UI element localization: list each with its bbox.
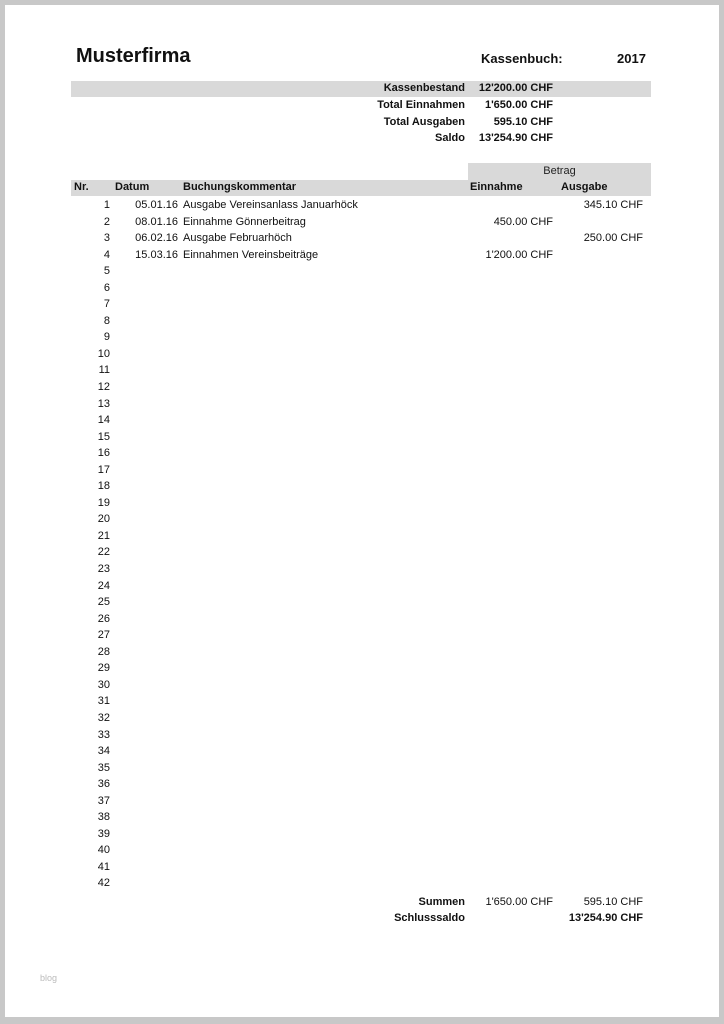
table-row [71, 628, 651, 645]
table-row [71, 281, 651, 298]
table-row [71, 314, 651, 331]
summary-row-total-income [71, 98, 651, 114]
table-row [71, 231, 651, 248]
summary-row-total-expense [71, 115, 651, 131]
row-nr: 8 [103, 314, 110, 327]
company-name: Musterfirma [76, 45, 191, 67]
ledger-rows [71, 198, 651, 893]
row-nr: 40 [97, 844, 110, 857]
table-row [71, 728, 651, 745]
table-row [71, 860, 651, 877]
summary-value: 13'254.90 CHF [478, 132, 553, 144]
final-balance-row [71, 911, 651, 927]
row-nr: 17 [97, 463, 110, 476]
table-row [71, 810, 651, 827]
table-row [71, 876, 651, 893]
row-nr: 1 [103, 199, 110, 211]
row-nr: 14 [97, 414, 110, 427]
row-nr: 18 [97, 480, 110, 493]
row-nr: 24 [97, 579, 110, 592]
table-row [71, 562, 651, 579]
summary-value: 1'650.00 CHF [484, 99, 553, 111]
summary-row-cash-balance [71, 81, 651, 97]
row-income: 450.00 CHF [493, 215, 553, 228]
row-nr: 10 [97, 347, 110, 360]
table-row [71, 794, 651, 811]
table-row [71, 529, 651, 546]
document-page [5, 5, 719, 1017]
watermark: blog [40, 973, 58, 983]
table-row [71, 347, 651, 364]
table-row [71, 198, 651, 215]
table-row [71, 694, 651, 711]
header-income: Einnahme [470, 181, 523, 193]
summary-label: Total Ausgaben [383, 116, 465, 128]
table-row [71, 661, 651, 678]
summary-label: Saldo [435, 132, 465, 144]
summary-row-saldo [71, 131, 651, 147]
row-nr: 41 [97, 860, 110, 873]
table-row [71, 380, 651, 397]
row-income: 1'200.00 CHF [485, 248, 553, 261]
sums-label: Summen [418, 896, 465, 908]
table-header [71, 180, 651, 196]
table-row [71, 711, 651, 728]
row-nr: 26 [97, 612, 110, 625]
row-nr: 20 [97, 513, 110, 526]
row-nr: 30 [97, 678, 110, 691]
row-comment: Ausgabe Vereinsanlass Januarhöck [183, 199, 358, 211]
row-nr: 12 [97, 381, 110, 394]
row-nr: 39 [97, 827, 110, 840]
table-row [71, 678, 651, 695]
row-comment: Ausgabe Februarhöch [183, 232, 292, 245]
final-balance-label: Schlusssaldo [394, 912, 465, 924]
cashbook-year: 2017 [617, 51, 646, 66]
table-row [71, 479, 651, 496]
summary-value: 12'200.00 CHF [478, 82, 553, 94]
row-nr: 22 [97, 546, 110, 559]
row-expense: 345.10 CHF [583, 199, 643, 211]
header-date: Datum [115, 181, 150, 193]
row-nr: 19 [97, 496, 110, 509]
table-row [71, 463, 651, 480]
row-nr: 33 [97, 728, 110, 741]
table-row [71, 430, 651, 447]
row-comment: Einnahmen Vereinsbeiträge [183, 248, 319, 261]
header-comment: Buchungskommentar [183, 181, 297, 193]
table-row [71, 595, 651, 612]
row-nr: 16 [97, 447, 110, 460]
row-nr: 15 [97, 430, 110, 443]
sums-expense: 595.10 CHF [583, 896, 643, 908]
row-nr: 7 [103, 298, 110, 311]
table-row [71, 777, 651, 794]
row-nr: 11 [98, 364, 110, 377]
table-row [71, 545, 651, 562]
table-row [71, 579, 651, 596]
row-nr: 42 [97, 877, 110, 890]
row-nr: 28 [97, 645, 110, 658]
row-date: 15.03.16 [135, 248, 178, 261]
row-nr: 31 [97, 695, 110, 708]
row-nr: 36 [97, 778, 110, 791]
table-row [71, 496, 651, 513]
table-row [71, 397, 651, 414]
table-row [71, 264, 651, 281]
row-nr: 25 [97, 596, 110, 609]
row-nr: 35 [97, 761, 110, 774]
row-nr: 34 [97, 745, 110, 758]
row-nr: 38 [97, 811, 110, 824]
row-nr: 37 [97, 794, 110, 807]
amount-group-header: Betrag [468, 163, 651, 180]
row-nr: 13 [97, 397, 110, 410]
table-row [71, 363, 651, 380]
summary-label: Kassenbestand [383, 82, 465, 94]
header-expense: Ausgabe [561, 181, 608, 193]
row-nr: 5 [103, 265, 110, 278]
table-row [71, 512, 651, 529]
row-expense: 250.00 CHF [583, 232, 643, 245]
summary-label: Total Einnahmen [377, 99, 465, 111]
row-nr: 23 [97, 563, 110, 576]
row-nr: 2 [103, 215, 110, 228]
summary-value: 595.10 CHF [493, 116, 553, 128]
table-row [71, 330, 651, 347]
table-row [71, 248, 651, 265]
row-nr: 6 [103, 281, 110, 294]
header-nr: Nr. [74, 181, 89, 193]
table-row [71, 843, 651, 860]
table-row [71, 297, 651, 314]
row-nr: 9 [103, 331, 110, 344]
row-date: 08.01.16 [135, 215, 178, 228]
row-nr: 3 [103, 232, 110, 245]
row-comment: Einnahme Gönnerbeitrag [183, 215, 306, 228]
table-row [71, 827, 651, 844]
sums-income: 1'650.00 CHF [485, 896, 553, 908]
row-nr: 21 [97, 529, 110, 542]
table-row [71, 446, 651, 463]
row-date: 05.01.16 [135, 199, 178, 211]
sums-row [71, 895, 651, 911]
final-balance-value: 13'254.90 CHF [568, 912, 643, 924]
table-row [71, 744, 651, 761]
row-nr: 4 [103, 248, 110, 261]
table-row [71, 761, 651, 778]
row-nr: 27 [97, 629, 110, 642]
row-date: 06.02.16 [135, 232, 178, 245]
table-row [71, 645, 651, 662]
row-nr: 29 [97, 662, 110, 675]
row-nr: 32 [97, 711, 110, 724]
table-row [71, 215, 651, 232]
cashbook-label: Kassenbuch: [481, 51, 563, 66]
table-row [71, 413, 651, 430]
table-row [71, 612, 651, 629]
